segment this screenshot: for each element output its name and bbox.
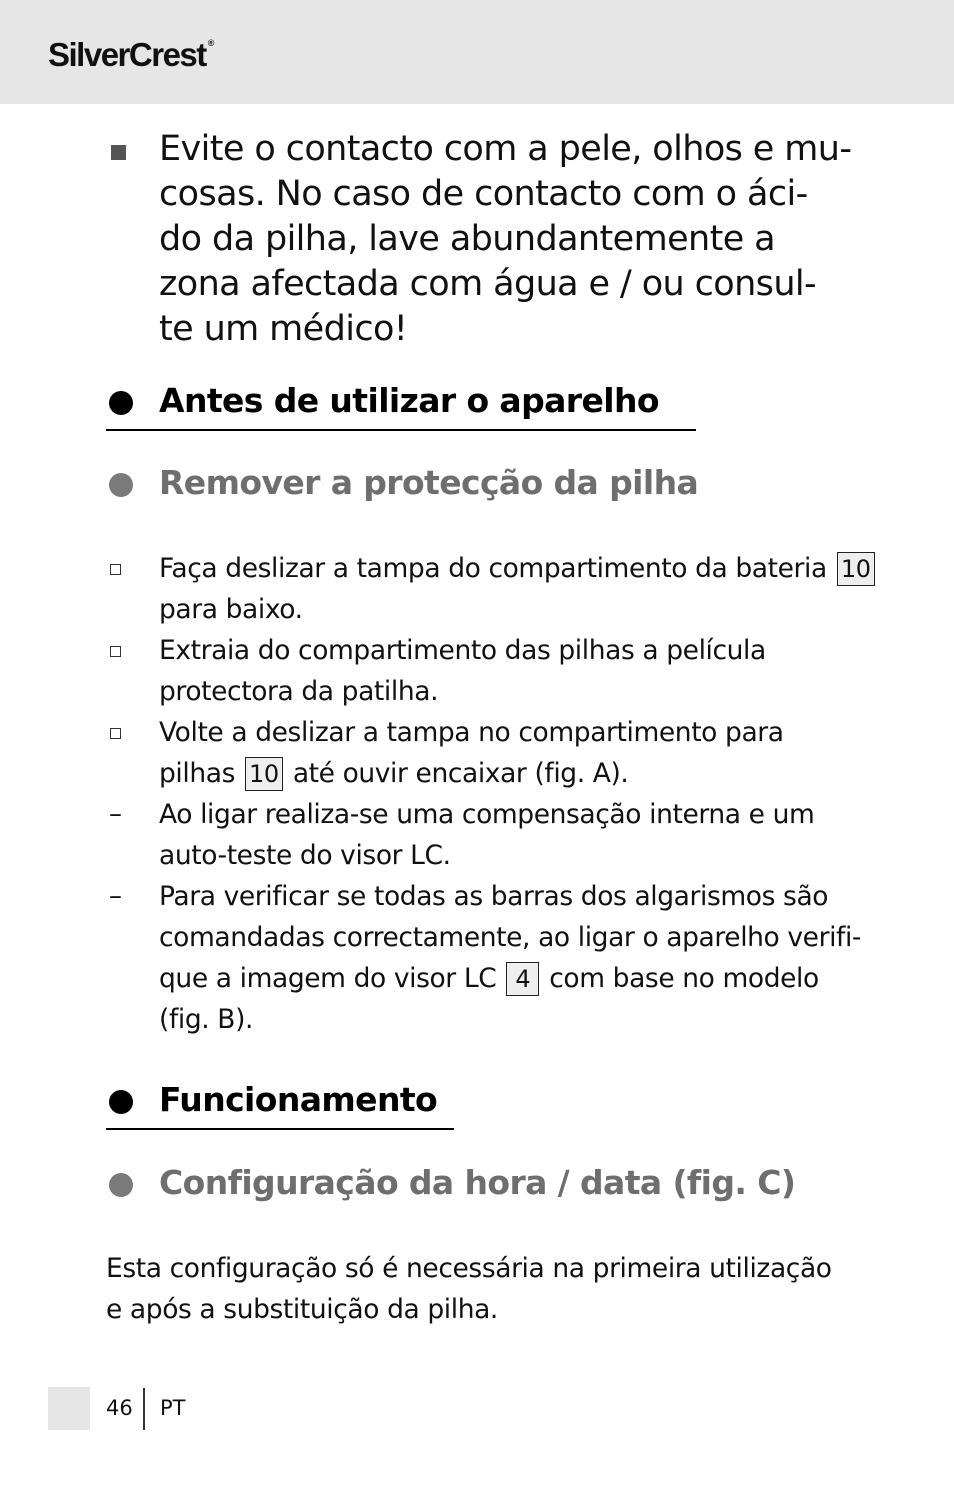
step-text: protectora da patilha.	[159, 676, 439, 707]
warning-line: Evite o contacto com a pele, olhos e mu-	[159, 129, 852, 169]
list-item	[106, 794, 866, 876]
section-title: Remover a protecção da pilha	[159, 463, 699, 502]
checkbox-bullet-icon	[110, 728, 121, 739]
step-text: Ao ligar realiza-se uma compensação interna e um	[159, 799, 815, 830]
list-item	[106, 548, 871, 630]
heading-underline	[106, 1128, 454, 1130]
list-item	[106, 630, 866, 712]
paragraph-line: e após a substituição da pilha.	[106, 1294, 498, 1325]
square-bullet-icon	[111, 145, 126, 160]
warning-line: do da pilha, lave abundantemente a	[159, 219, 776, 259]
brand-name: SilverCrest	[48, 36, 206, 73]
step-text: que a imagem do visor LC	[159, 963, 497, 994]
section-heading-before-use	[106, 379, 659, 423]
bullet-dot-icon	[109, 1090, 133, 1114]
step-text: Extraia do compartimento das pilhas a película	[159, 635, 766, 666]
section-heading-time-date	[106, 1161, 795, 1205]
dash-bullet: –	[109, 881, 122, 911]
list-item	[106, 712, 866, 794]
step-text: Volte a deslizar a tampa no compartimento para	[159, 717, 784, 748]
instruction-list	[106, 548, 871, 1040]
language-code: PT	[160, 1396, 186, 1420]
warning-line: te um médico!	[159, 309, 408, 349]
section-title: Antes de utilizar o aparelho	[159, 381, 659, 420]
step-text: com base no modelo	[549, 963, 819, 994]
section-heading-operation	[106, 1078, 437, 1122]
reference-number: 10	[245, 757, 283, 791]
step-text: auto-teste do visor LC.	[159, 840, 451, 871]
warning-text	[159, 127, 866, 352]
registered-mark: ®	[207, 38, 215, 48]
paragraph-line: Esta configuração só é necessária na primeira utilização	[106, 1253, 832, 1284]
reference-number: 10	[837, 552, 875, 586]
warning-line: zona afectada com água e / ou consul-	[159, 264, 817, 304]
checkbox-bullet-icon	[110, 646, 121, 657]
checkbox-bullet-icon	[110, 564, 121, 575]
warning-line: cosas. No caso de contacto com o áci-	[159, 174, 808, 214]
footer-tab	[48, 1387, 90, 1430]
bullet-dot-icon	[109, 391, 133, 415]
section-title: Funcionamento	[159, 1080, 438, 1119]
step-text: Faça deslizar a tampa do compartimento da bateria	[159, 553, 827, 584]
section-title: Configuração da hora / data (fig. C)	[159, 1163, 796, 1202]
step-text: comandadas correctamente, ao ligar o aparelho verifi-	[159, 922, 862, 953]
page-number: 46	[106, 1396, 133, 1420]
page-header	[0, 0, 954, 104]
bullet-dot-icon	[109, 1173, 133, 1197]
reference-number: 4	[506, 962, 539, 996]
step-text: Para verificar se todas as barras dos algarismos são	[159, 881, 829, 912]
footer-divider	[143, 1388, 145, 1430]
heading-underline	[106, 429, 696, 431]
body-paragraph	[106, 1248, 906, 1330]
step-text: pilhas	[159, 758, 235, 789]
step-text: até ouvir encaixar (fig. A).	[292, 758, 629, 789]
step-text: para baixo.	[159, 594, 303, 625]
section-heading-remove-protection	[106, 461, 698, 505]
brand-logo	[48, 36, 214, 74]
bullet-dot-icon	[109, 473, 133, 497]
dash-bullet: –	[109, 799, 122, 829]
step-text: (fig. B).	[159, 1004, 254, 1035]
list-item	[106, 876, 866, 1040]
warning-block	[106, 127, 866, 352]
